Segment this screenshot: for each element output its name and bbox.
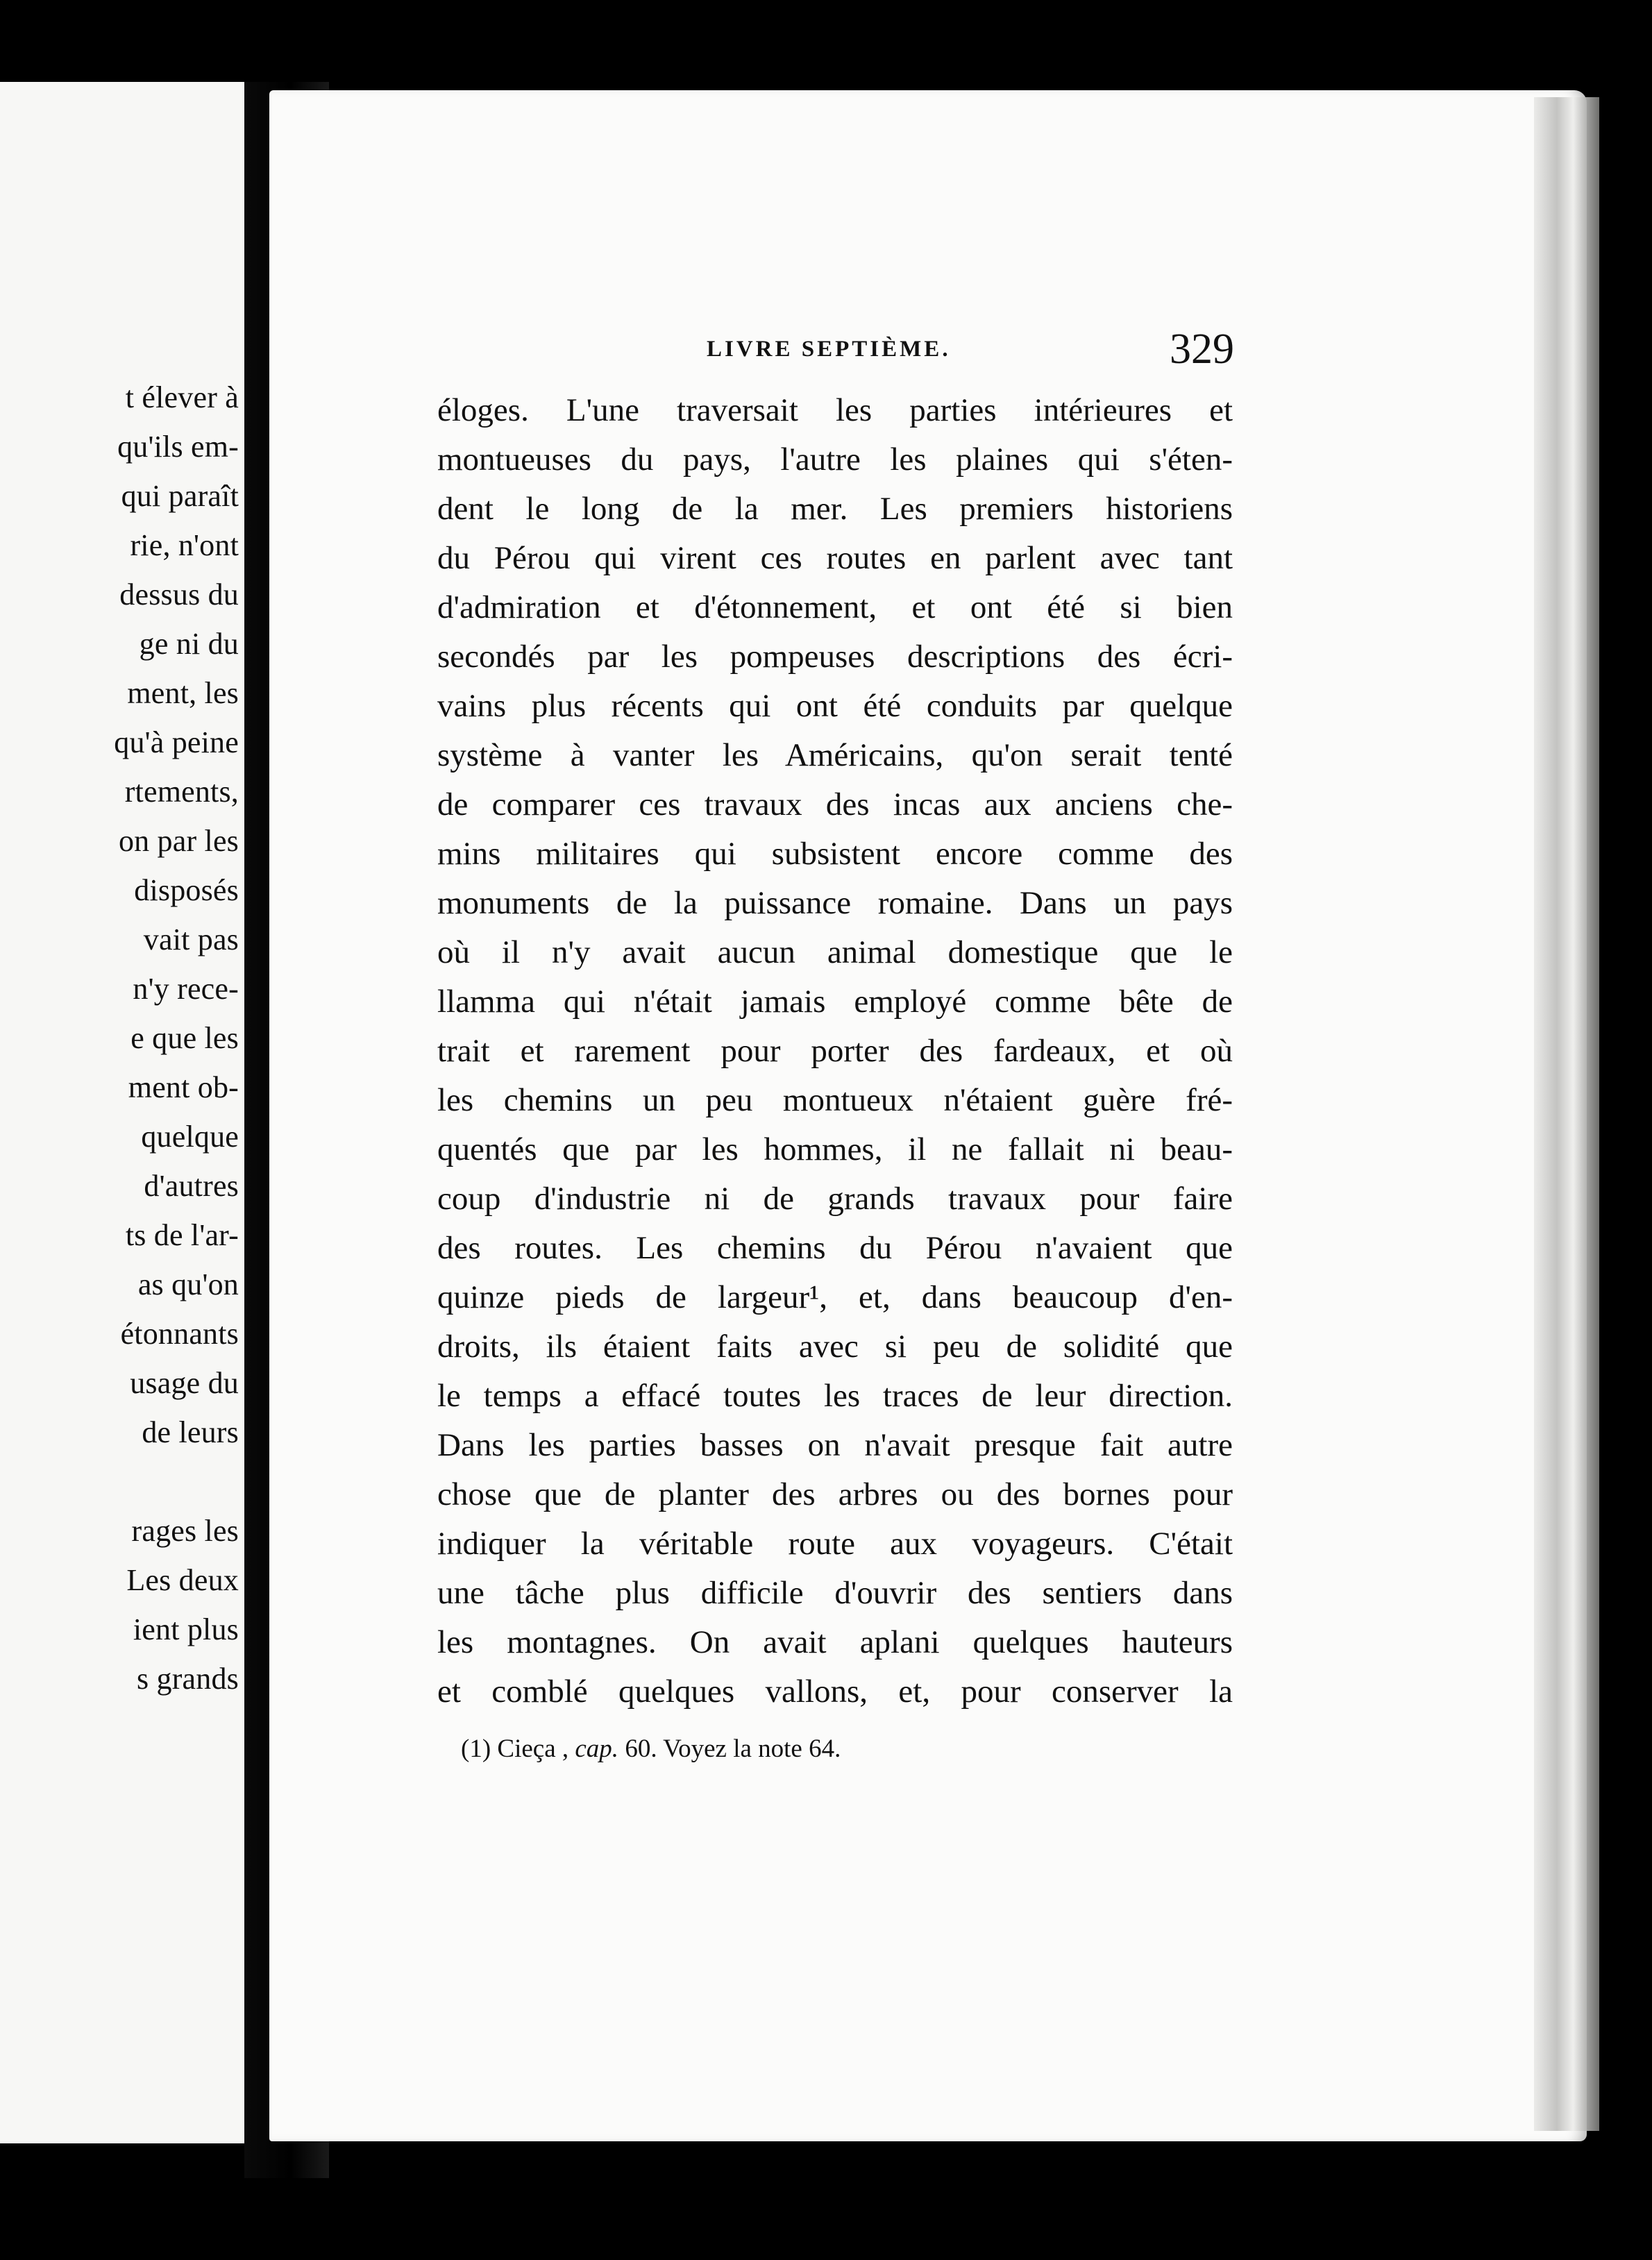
text-line: droits, ils étaient faits avec si peu de solidité que xyxy=(437,1329,1233,1365)
text-line: dent le long de la mer. Les premiers historiens xyxy=(437,491,1233,527)
text-line: et comblé quelques vallons, et, pour conserver la xyxy=(437,1673,1233,1710)
left-text-line: de leurs xyxy=(142,1415,239,1449)
text-line: trait et rarement pour porter des fardeaux, et où xyxy=(437,1033,1233,1069)
text-line: système à vanter les Américains, qu'on serait tenté xyxy=(437,737,1233,773)
left-text-line: qu'ils em- xyxy=(117,430,239,464)
page-number: 329 xyxy=(1170,326,1234,373)
text-line: du Pérou qui virent ces routes en parlent avec tant xyxy=(437,540,1233,576)
text-line: vains plus récents qui ont été conduits par quelque xyxy=(437,688,1233,724)
text-line: monuments de la puissance romaine. Dans un pays xyxy=(437,885,1233,921)
text-line: des routes. Les chemins du Pérou n'avaient que xyxy=(437,1230,1233,1266)
left-text-line: qu'à peine xyxy=(114,725,239,759)
footnote-text: 60. Voyez la note 64. xyxy=(625,1735,841,1763)
left-text-line: qui paraît xyxy=(121,479,239,513)
text-line: une tâche plus difficile d'ouvrir des sentiers dans xyxy=(437,1575,1233,1611)
left-text-line: ge ni du xyxy=(139,627,239,661)
left-text-line: n'y rece- xyxy=(133,972,239,1006)
left-text-line: ient plus xyxy=(133,1612,239,1646)
text-line: montueuses du pays, l'autre les plaines qui s'éten- xyxy=(437,441,1233,478)
left-text-line: as qu'on xyxy=(137,1267,239,1301)
text-line: mins militaires qui subsistent encore comme des xyxy=(437,836,1233,872)
left-text-line: rages les xyxy=(131,1514,239,1548)
footnote-marker: (1) Cieça , xyxy=(461,1735,569,1763)
text-line: chose que de planter des arbres ou des bornes pour xyxy=(437,1476,1233,1512)
left-text-line: on par les xyxy=(118,824,239,858)
left-text-line: ts de l'ar- xyxy=(125,1218,239,1252)
text-line: Dans les parties basses on n'avait presque fait autre xyxy=(437,1427,1233,1463)
text-line: d'admiration et d'étonnement, et ont été si bien xyxy=(437,589,1233,625)
footnote xyxy=(461,1734,841,1764)
text-line: indiquer la véritable route aux voyageurs. C'était xyxy=(437,1526,1233,1562)
left-text-line: t élever à xyxy=(125,380,239,414)
left-page xyxy=(0,82,246,2143)
footnote-italic: cap. xyxy=(575,1735,619,1763)
text-line: quentés que par les hommes, il ne fallait ni beau- xyxy=(437,1131,1233,1167)
text-line: où il n'y avait aucun animal domestique que le xyxy=(437,934,1233,970)
page-edge xyxy=(1534,97,1599,2131)
text-line: le temps a effacé toutes les traces de leur direction. xyxy=(437,1378,1233,1414)
left-text-line: ment ob- xyxy=(128,1070,239,1104)
text-line: llamma qui n'était jamais employé comme bête de xyxy=(437,984,1233,1020)
left-text-line: e que les xyxy=(130,1021,239,1055)
left-text-line: dessus du xyxy=(119,577,239,612)
left-text-line: s grands xyxy=(136,1662,239,1696)
text-line: éloges. L'une traversait les parties intérieures et xyxy=(437,392,1233,428)
left-text-line: usage du xyxy=(130,1366,239,1400)
text-line: de comparer ces travaux des incas aux anciens che- xyxy=(437,786,1233,823)
running-head: LIVRE SEPTIÈME. xyxy=(707,337,951,362)
text-line: quinze pieds de largeur¹, et, dans beaucoup d'en- xyxy=(437,1279,1233,1315)
text-line: les montagnes. On avait aplani quelques hauteurs xyxy=(437,1624,1233,1660)
left-text-line: étonnants xyxy=(120,1317,239,1351)
left-text-line: Les deux xyxy=(126,1563,239,1597)
left-text-line: d'autres xyxy=(144,1169,239,1203)
text-line: secondés par les pompeuses descriptions des écri- xyxy=(437,639,1233,675)
left-text-line: rtements, xyxy=(124,775,239,809)
left-text-line: quelque xyxy=(141,1120,239,1154)
text-line: coup d'industrie ni de grands travaux pour faire xyxy=(437,1181,1233,1217)
text-line: les chemins un peu montueux n'étaient guère fré- xyxy=(437,1082,1233,1118)
left-text-line: vait pas xyxy=(143,922,239,956)
left-text-line: disposés xyxy=(134,873,239,907)
body-text xyxy=(437,386,1233,1717)
left-text-line: rie, n'ont xyxy=(130,528,239,562)
left-text-line: ment, les xyxy=(127,676,239,710)
